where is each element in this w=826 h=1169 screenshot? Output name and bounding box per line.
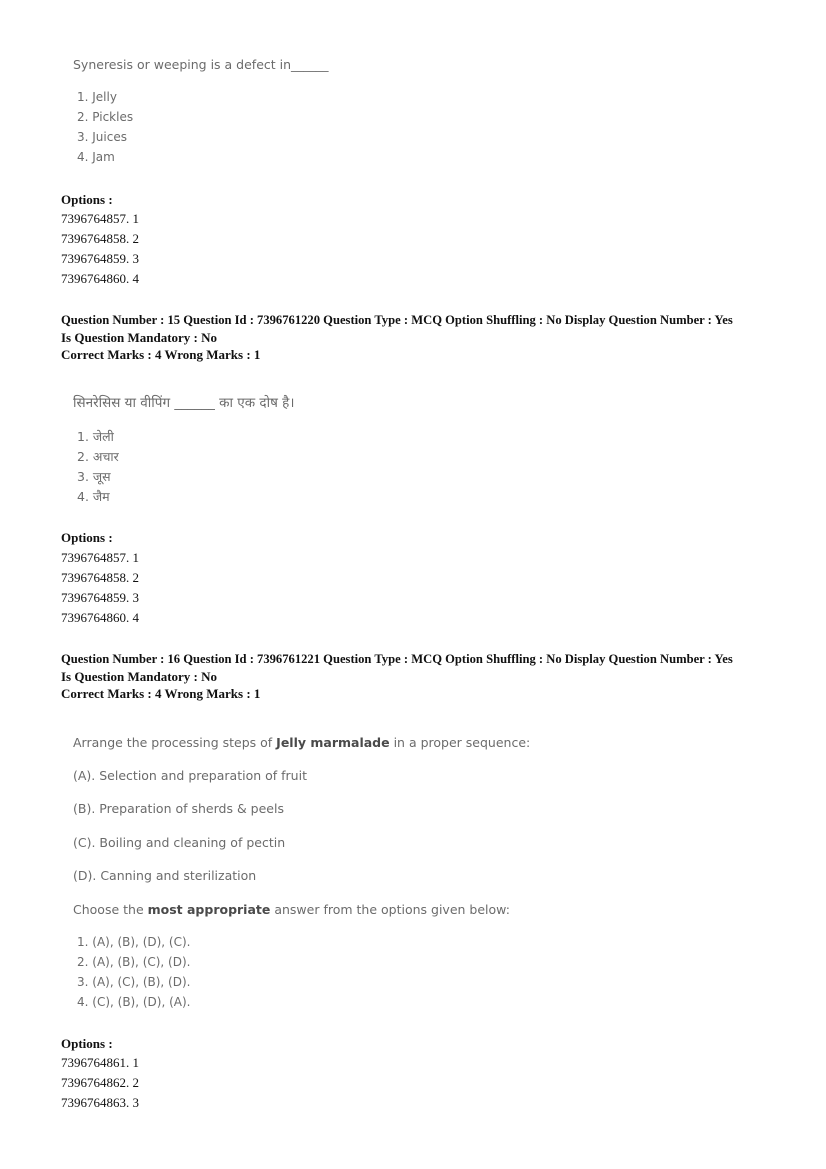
answer-item: 3. (A), (C), (B), (D). — [77, 975, 191, 989]
question-text: Syneresis or weeping is a defect in______ — [73, 57, 329, 72]
option-id: 7396764859. 3 — [61, 590, 139, 605]
options-label: Options : — [61, 192, 113, 207]
question-mandatory: Is Question Mandatory : No — [61, 330, 218, 345]
question-text-bold: Jelly marmalade — [276, 735, 390, 750]
question-marks: Correct Marks : 4 Wrong Marks : 1 — [61, 686, 261, 701]
answer-item: 4. (C), (B), (D), (A). — [77, 995, 191, 1009]
question-text-post: in a proper sequence: — [389, 735, 531, 750]
option-id: 7396764861. 1 — [61, 1055, 139, 1070]
choose-bold: most appropriate — [147, 902, 271, 917]
question-text: सिनरेसिस या वीपिंग ______ का एक दोष है। — [73, 395, 295, 411]
option-id: 7396764860. 4 — [61, 610, 139, 625]
options-label: Options : — [61, 1036, 113, 1051]
question-meta: Question Number : 15 Question Id : 7396761220 Question Type : MCQ Option Shuffling : No Display Question Number : Yes — [61, 313, 733, 327]
choose-pre: Choose the — [73, 902, 148, 917]
option-id: 7396764860. 4 — [61, 271, 139, 286]
answer-item: 1. Jelly — [77, 90, 117, 104]
answer-item: 3. Juices — [77, 130, 127, 144]
option-id: 7396764858. 2 — [61, 570, 139, 585]
answer-item: 1. जेली — [77, 429, 114, 444]
answer-item: 1. (A), (B), (D), (C). — [77, 935, 191, 949]
choose-instruction — [73, 902, 510, 917]
option-id: 7396764863. 3 — [61, 1095, 139, 1110]
option-id: 7396764859. 3 — [61, 251, 139, 266]
question-mandatory: Is Question Mandatory : No — [61, 669, 218, 684]
answer-item: 3. जूस — [77, 469, 111, 484]
choose-post: answer from the options given below: — [270, 902, 510, 917]
answer-item: 2. Pickles — [77, 110, 134, 124]
option-id: 7396764857. 1 — [61, 211, 139, 226]
answer-item: 2. (A), (B), (C), (D). — [77, 955, 191, 969]
answer-item: 4. Jam — [77, 150, 115, 164]
answer-item: 4. जैम — [77, 489, 110, 504]
statement: (B). Preparation of sherds & peels — [73, 801, 284, 816]
question-text-pre: Arrange the processing steps of — [73, 735, 277, 750]
statement: (A). Selection and preparation of fruit — [73, 768, 307, 783]
option-id: 7396764862. 2 — [61, 1075, 139, 1090]
option-id: 7396764858. 2 — [61, 231, 139, 246]
statement: (D). Canning and sterilization — [73, 868, 257, 883]
question-meta: Question Number : 16 Question Id : 7396761221 Question Type : MCQ Option Shuffling : No Display Question Number : Yes — [61, 652, 733, 666]
question-marks: Correct Marks : 4 Wrong Marks : 1 — [61, 347, 261, 362]
answer-item: 2. अचार — [77, 449, 119, 464]
option-id: 7396764857. 1 — [61, 550, 139, 565]
statement: (C). Boiling and cleaning of pectin — [73, 835, 286, 850]
question-text — [73, 735, 530, 750]
options-label: Options : — [61, 530, 113, 545]
